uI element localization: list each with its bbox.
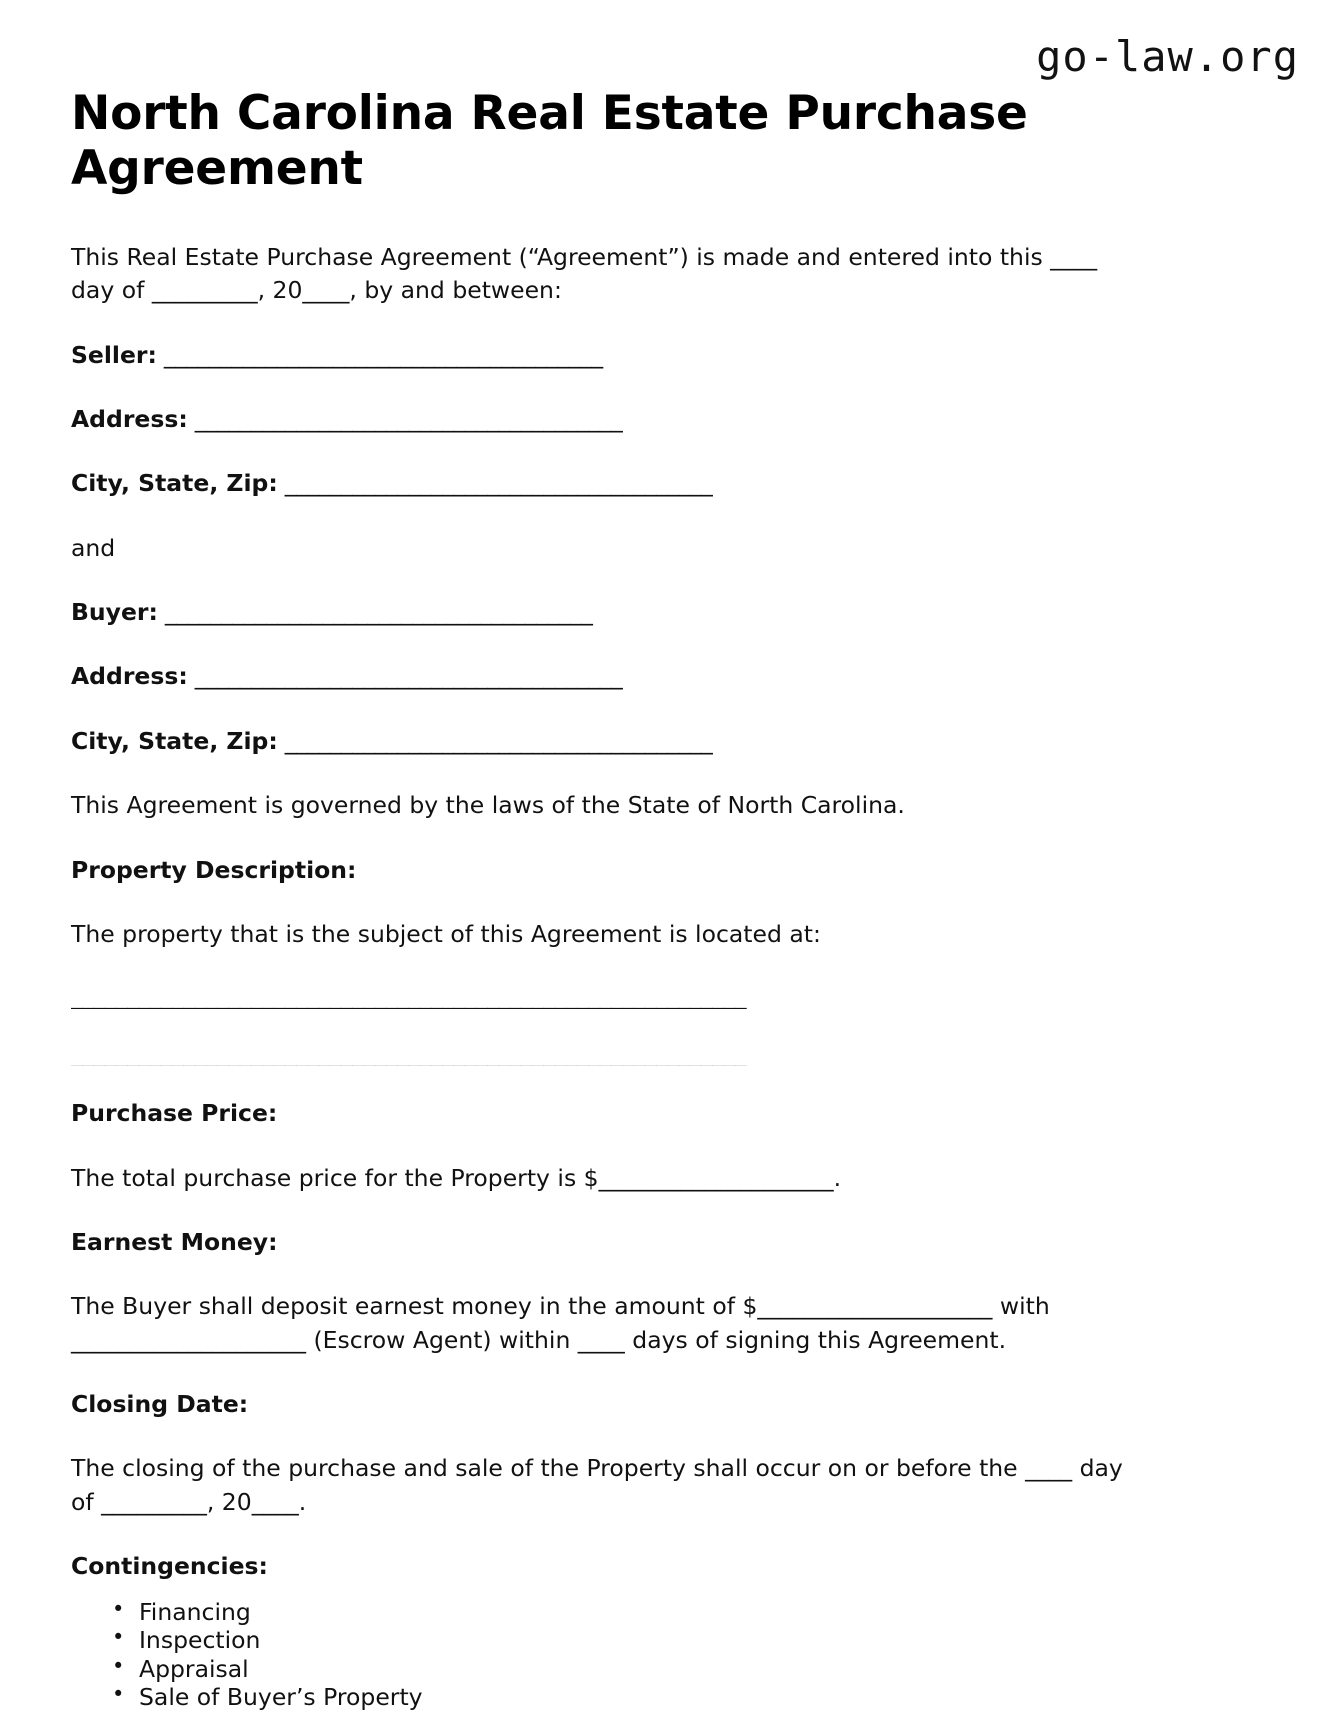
contingencies-section	[71, 1550, 1176, 1583]
buyer-address-input-blank[interactable]: ______________________________________	[187, 662, 623, 691]
property-blank-line-2[interactable]: ____________________________________________________________	[71, 1042, 746, 1067]
seller-city-input-blank[interactable]: ______________________________________	[277, 469, 713, 498]
property-description-section	[71, 854, 1176, 887]
closing-date-section	[71, 1388, 1176, 1421]
earnest-money-line-1[interactable]: The Buyer shall deposit earnest money in the amount of $____________________ with	[71, 1292, 1050, 1321]
seller-name-row	[71, 339, 1176, 372]
seller-address-input-blank[interactable]: ______________________________________	[187, 405, 623, 434]
governing-law-paragraph	[71, 789, 1176, 822]
purchase-price-text[interactable]: The total purchase price for the Property is $____________________.	[71, 1163, 842, 1192]
intro-line-1: This Real Estate Purchase Agreement (“Agreement”) is made and entered into this ____	[71, 242, 1098, 271]
list-item: • Inspection	[139, 1626, 1176, 1655]
and-separator	[71, 532, 1176, 565]
closing-date-paragraph	[71, 1452, 1176, 1519]
earnest-money-heading: Earnest Money:	[71, 1228, 278, 1256]
document-content	[71, 86, 1176, 1712]
seller-input-blank[interactable]: _______________________________________	[156, 340, 603, 369]
buyer-name-row	[71, 596, 1176, 629]
seller-address-label: Address:	[71, 405, 188, 434]
buyer-address-row	[71, 660, 1176, 693]
seller-city-label: City, State, Zip:	[71, 469, 278, 498]
buyer-city-label: City, State, Zip:	[71, 726, 278, 755]
purchase-price-heading: Purchase Price:	[71, 1099, 278, 1128]
contingencies-list	[71, 1598, 1176, 1713]
seller-city-row	[71, 467, 1176, 500]
site-logo: go-law.org	[1036, 32, 1299, 81]
list-item: • Appraisal	[139, 1655, 1176, 1684]
page-title: North Carolina Real Estate Purchase Agreement	[71, 86, 1028, 196]
list-item: • Sale of Buyer’s Property	[139, 1683, 1176, 1712]
contingencies-heading: Contingencies:	[71, 1552, 268, 1581]
property-blank-line-1[interactable]: ____________________________________________________________	[71, 985, 746, 1009]
property-description-paragraph	[71, 918, 1176, 951]
purchase-price-section	[71, 1097, 1176, 1130]
and-text: and	[71, 533, 116, 562]
buyer-input-blank[interactable]: ______________________________________	[157, 598, 593, 627]
earnest-money-paragraph	[71, 1290, 1176, 1357]
closing-date-heading: Closing Date:	[71, 1390, 249, 1419]
property-description-text: The property that is the subject of this Agreement is located at:	[71, 919, 821, 948]
seller-label: Seller:	[71, 340, 157, 369]
purchase-price-paragraph	[71, 1162, 1176, 1195]
buyer-city-row	[71, 725, 1176, 758]
closing-date-line-1[interactable]: The closing of the purchase and sale of the Property shall occur on or before the ____ day	[71, 1454, 1123, 1483]
property-description-heading: Property Description:	[71, 855, 357, 884]
buyer-label: Buyer:	[71, 598, 158, 627]
governing-law-text: This Agreement is governed by the laws of the State of North Carolina.	[71, 791, 905, 820]
closing-date-line-2[interactable]: of _________, 20____.	[71, 1487, 307, 1516]
earnest-money-section	[71, 1226, 1176, 1259]
seller-address-row	[71, 403, 1176, 436]
list-item: • Financing	[139, 1598, 1176, 1627]
buyer-address-label: Address:	[71, 662, 188, 691]
intro-line-2: day of _________, 20____, by and between:	[71, 276, 562, 305]
intro-paragraph	[71, 241, 1176, 308]
buyer-city-input-blank[interactable]: ______________________________________	[277, 726, 713, 755]
earnest-money-line-2[interactable]: ____________________ (Escrow Agent) within ____ days of signing this Agreement.	[71, 1325, 1007, 1354]
